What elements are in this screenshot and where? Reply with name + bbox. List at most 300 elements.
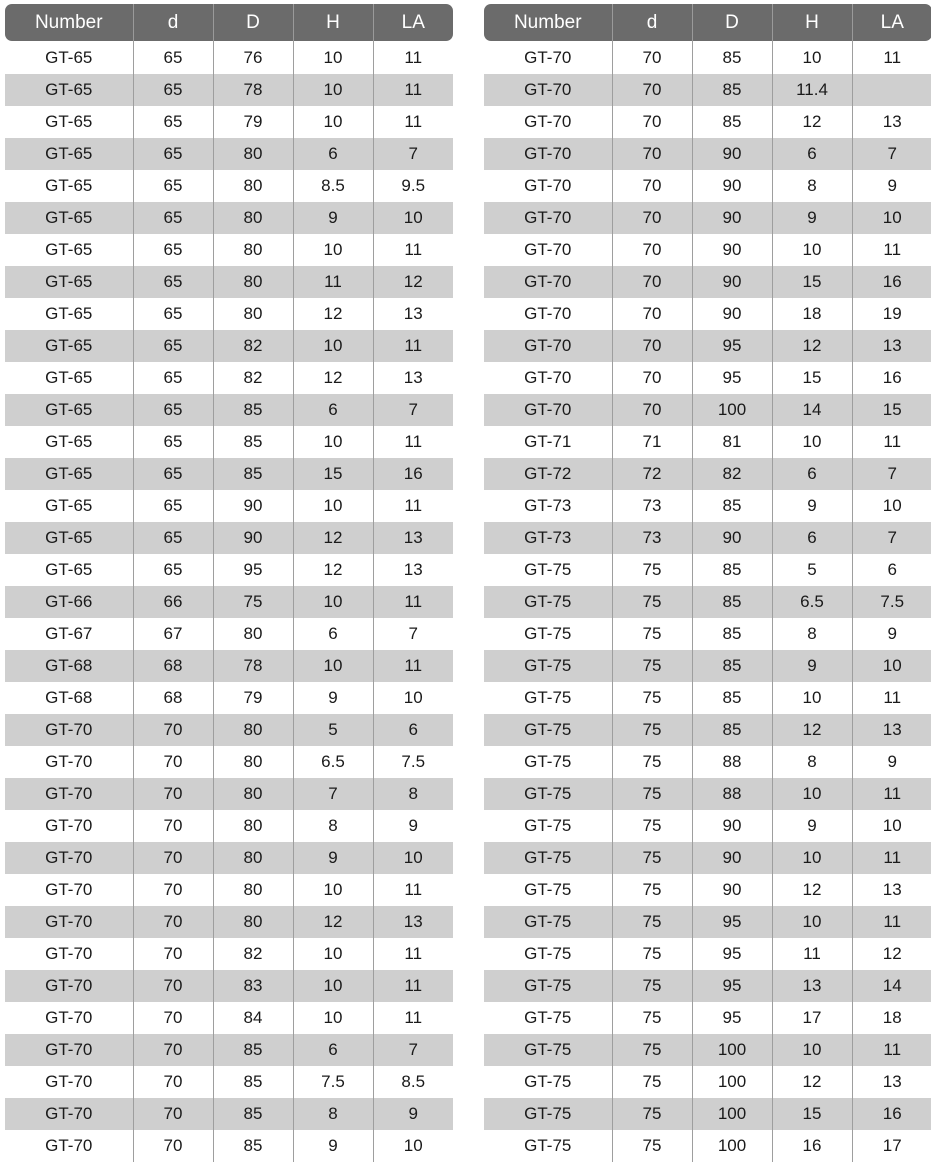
cell-d-outer: 80 xyxy=(213,714,293,746)
cell-la: 13 xyxy=(852,106,931,138)
cell-number: GT-70 xyxy=(524,176,572,195)
cell-d-outer: 95 xyxy=(692,330,772,362)
table-row xyxy=(5,362,453,394)
cell-la: 10 xyxy=(373,682,453,714)
cell-d-outer: 82 xyxy=(213,362,293,394)
cell-d-inner: 70 xyxy=(612,330,692,362)
cell-la: 13 xyxy=(852,874,931,906)
cell-la: 12 xyxy=(373,266,453,298)
cell-h: 12 xyxy=(772,1066,852,1098)
cell-d-outer: 85 xyxy=(213,394,293,426)
cell-la: 14 xyxy=(852,970,931,1002)
cell-h: 10 xyxy=(293,586,373,618)
cell-number: GT-70 xyxy=(484,394,612,426)
cell-h: 10 xyxy=(772,682,852,714)
cell-h: 14 xyxy=(772,394,852,426)
cell-la: 11 xyxy=(373,970,453,1002)
cell-d-outer: 100 xyxy=(692,1130,772,1162)
cell-number: GT-65 xyxy=(45,560,93,579)
cell-d-outer: 85 xyxy=(692,74,772,106)
cell-number: GT-65 xyxy=(45,496,93,515)
cell-h: 10 xyxy=(293,234,373,266)
table-row xyxy=(484,682,931,714)
cell-la xyxy=(852,74,931,106)
table-row xyxy=(5,842,453,874)
table-row xyxy=(5,266,453,298)
cell-d-inner: 65 xyxy=(133,458,213,490)
cell-la: 11 xyxy=(373,330,453,362)
cell-la: 13 xyxy=(373,362,453,394)
cell-d-inner: 70 xyxy=(612,74,692,106)
cell-d-outer: 84 xyxy=(213,1002,293,1034)
cell-la: 7.5 xyxy=(373,746,453,778)
cell-d-inner: 70 xyxy=(612,266,692,298)
cell-d-outer: 90 xyxy=(213,490,293,522)
cell-number: GT-75 xyxy=(484,906,612,938)
cell-d-inner: 75 xyxy=(612,970,692,1002)
cell-d-inner: 70 xyxy=(133,1034,213,1066)
cell-d-outer: 85 xyxy=(692,554,772,586)
cell-la: 10 xyxy=(373,842,453,874)
cell-number: GT-70 xyxy=(484,138,612,170)
cell-la: 10 xyxy=(373,202,453,234)
cell-d-inner: 65 xyxy=(133,394,213,426)
cell-la: 11 xyxy=(852,778,931,810)
cell-number: GT-75 xyxy=(484,1034,612,1066)
cell-d-inner: 75 xyxy=(612,842,692,874)
cell-d-inner: 65 xyxy=(133,41,213,74)
cell-d-inner: 65 xyxy=(133,554,213,586)
cell-d-outer: 100 xyxy=(692,1098,772,1130)
table-row xyxy=(5,106,453,138)
cell-number: GT-65 xyxy=(5,394,133,426)
cell-number: GT-75 xyxy=(524,624,572,643)
cell-number: GT-75 xyxy=(524,944,572,963)
table-row xyxy=(5,970,453,1002)
cell-d-inner: 70 xyxy=(612,106,692,138)
cell-la: 15 xyxy=(852,394,931,426)
header-row xyxy=(484,4,931,41)
cell-number: GT-70 xyxy=(5,842,133,874)
cell-d-outer: 85 xyxy=(692,106,772,138)
cell-la: 13 xyxy=(852,330,931,362)
table-row xyxy=(484,746,931,778)
cell-h: 11 xyxy=(293,266,373,298)
cell-number: GT-68 xyxy=(5,650,133,682)
cell-la: 13 xyxy=(373,522,453,554)
cell-d-outer: 80 xyxy=(213,746,293,778)
table-row xyxy=(5,490,453,522)
cell-h: 6 xyxy=(293,394,373,426)
cell-number: GT-65 xyxy=(5,74,133,106)
cell-d-inner: 70 xyxy=(133,1066,213,1098)
cell-la: 10 xyxy=(373,1130,453,1162)
cell-h: 10 xyxy=(772,234,852,266)
cell-d-outer: 83 xyxy=(213,970,293,1002)
cell-d-inner: 70 xyxy=(133,842,213,874)
cell-la: 9 xyxy=(373,810,453,842)
cell-d-inner: 75 xyxy=(612,1098,692,1130)
table-row xyxy=(5,554,453,586)
table-row xyxy=(484,1034,931,1066)
table-row xyxy=(484,298,931,330)
cell-h: 10 xyxy=(293,938,373,970)
cell-d-inner: 70 xyxy=(133,1130,213,1162)
cell-h: 9 xyxy=(293,1130,373,1162)
cell-number: GT-75 xyxy=(524,1072,572,1091)
cell-d-outer: 100 xyxy=(692,1066,772,1098)
cell-d-outer: 85 xyxy=(213,1130,293,1162)
header-d-outer: D xyxy=(213,4,293,41)
table-row xyxy=(5,938,453,970)
cell-d-outer: 80 xyxy=(213,298,293,330)
cell-d-outer: 85 xyxy=(213,1066,293,1098)
cell-d-outer: 82 xyxy=(692,458,772,490)
cell-number: GT-75 xyxy=(484,842,612,874)
cell-h: 15 xyxy=(772,1098,852,1130)
table-row xyxy=(484,778,931,810)
cell-number: GT-65 xyxy=(5,458,133,490)
cell-d-inner: 65 xyxy=(133,522,213,554)
header-d-outer: D xyxy=(692,4,772,41)
table-row xyxy=(484,74,931,106)
table-row xyxy=(484,106,931,138)
cell-d-outer: 90 xyxy=(692,298,772,330)
table-row xyxy=(5,458,453,490)
cell-d-outer: 80 xyxy=(213,906,293,938)
cell-d-inner: 70 xyxy=(133,970,213,1002)
cell-d-inner: 65 xyxy=(133,74,213,106)
cell-number: GT-70 xyxy=(524,112,572,131)
table-row xyxy=(484,458,931,490)
cell-la: 6 xyxy=(852,554,931,586)
cell-h: 5 xyxy=(772,554,852,586)
table-row xyxy=(5,1098,453,1130)
cell-d-inner: 70 xyxy=(612,170,692,202)
cell-h: 9 xyxy=(772,810,852,842)
cell-d-inner: 70 xyxy=(133,778,213,810)
table-row xyxy=(484,938,931,970)
cell-number: GT-68 xyxy=(45,688,93,707)
cell-number: GT-70 xyxy=(45,816,93,835)
cell-la: 7 xyxy=(373,394,453,426)
cell-d-outer: 90 xyxy=(692,170,772,202)
cell-number: GT-75 xyxy=(484,778,612,810)
cell-d-outer: 100 xyxy=(692,1034,772,1066)
cell-d-outer: 79 xyxy=(213,106,293,138)
cell-la: 10 xyxy=(852,202,931,234)
table-row xyxy=(484,650,931,682)
table-row xyxy=(5,586,453,618)
cell-d-inner: 70 xyxy=(133,810,213,842)
cell-d-inner: 75 xyxy=(612,1130,692,1162)
cell-d-inner: 68 xyxy=(133,682,213,714)
table-row xyxy=(484,394,931,426)
cell-d-inner: 67 xyxy=(133,618,213,650)
table-row xyxy=(484,202,931,234)
cell-number: GT-65 xyxy=(5,522,133,554)
table-row xyxy=(5,778,453,810)
cell-number: GT-75 xyxy=(484,650,612,682)
cell-d-outer: 85 xyxy=(692,682,772,714)
cell-number: GT-75 xyxy=(524,1008,572,1027)
cell-h: 10 xyxy=(772,41,852,74)
cell-d-inner: 70 xyxy=(612,202,692,234)
cell-d-inner: 70 xyxy=(612,41,692,74)
cell-number: GT-65 xyxy=(45,176,93,195)
cell-number: GT-65 xyxy=(5,266,133,298)
cell-la: 9 xyxy=(852,618,931,650)
table-row xyxy=(484,330,931,362)
table-row xyxy=(484,1098,931,1130)
cell-h: 12 xyxy=(293,362,373,394)
cell-d-inner: 75 xyxy=(612,810,692,842)
cell-h: 6 xyxy=(772,522,852,554)
cell-la: 11 xyxy=(373,650,453,682)
cell-d-inner: 75 xyxy=(612,778,692,810)
cell-number: GT-65 xyxy=(5,138,133,170)
cell-la: 11 xyxy=(373,41,453,74)
cell-h: 8 xyxy=(293,810,373,842)
cell-h: 10 xyxy=(293,426,373,458)
cell-la: 13 xyxy=(373,554,453,586)
table-row xyxy=(484,234,931,266)
cell-h: 15 xyxy=(772,362,852,394)
cell-h: 10 xyxy=(293,41,373,74)
cell-d-inner: 65 xyxy=(133,426,213,458)
table-row xyxy=(484,842,931,874)
cell-d-outer: 78 xyxy=(213,650,293,682)
cell-la: 18 xyxy=(852,1002,931,1034)
cell-number: GT-70 xyxy=(45,1072,93,1091)
cell-d-outer: 90 xyxy=(692,810,772,842)
table-row xyxy=(5,810,453,842)
header-la: LA xyxy=(852,4,931,41)
cell-d-inner: 65 xyxy=(133,170,213,202)
cell-number: GT-70 xyxy=(45,880,93,899)
cell-h: 15 xyxy=(772,266,852,298)
cell-la: 12 xyxy=(852,938,931,970)
table-row xyxy=(484,522,931,554)
cell-la: 13 xyxy=(852,714,931,746)
cell-d-outer: 95 xyxy=(692,906,772,938)
cell-d-inner: 75 xyxy=(612,906,692,938)
cell-la: 11 xyxy=(852,234,931,266)
table-row xyxy=(484,1066,931,1098)
cell-d-inner: 75 xyxy=(612,554,692,586)
cell-d-outer: 80 xyxy=(213,170,293,202)
header-number: Number xyxy=(5,4,133,41)
table-row xyxy=(5,906,453,938)
table-row xyxy=(5,234,453,266)
cell-d-outer: 95 xyxy=(692,1002,772,1034)
cell-d-inner: 73 xyxy=(612,490,692,522)
cell-number: GT-75 xyxy=(524,752,572,771)
table-body-right xyxy=(484,41,931,1162)
cell-la: 9 xyxy=(852,170,931,202)
cell-number: GT-65 xyxy=(45,47,93,67)
cell-number: GT-70 xyxy=(484,202,612,234)
cell-d-inner: 75 xyxy=(612,1034,692,1066)
table-row xyxy=(5,1034,453,1066)
table-row xyxy=(5,330,453,362)
cell-la: 9.5 xyxy=(373,170,453,202)
cell-h: 12 xyxy=(293,298,373,330)
cell-h: 13 xyxy=(772,970,852,1002)
table-row xyxy=(5,714,453,746)
table-body-left xyxy=(5,41,453,1162)
cell-la: 11 xyxy=(373,106,453,138)
cell-la: 7 xyxy=(373,618,453,650)
table-row xyxy=(484,554,931,586)
cell-h: 6 xyxy=(772,458,852,490)
cell-h: 9 xyxy=(293,842,373,874)
cell-number: GT-75 xyxy=(524,1136,572,1155)
cell-h: 5 xyxy=(293,714,373,746)
cell-la: 11 xyxy=(852,41,931,74)
cell-d-outer: 80 xyxy=(213,266,293,298)
table-row xyxy=(5,74,453,106)
cell-number: GT-73 xyxy=(484,522,612,554)
cell-number: GT-75 xyxy=(484,714,612,746)
cell-d-inner: 70 xyxy=(612,362,692,394)
header-d-inner: d xyxy=(133,4,213,41)
cell-la: 11 xyxy=(373,874,453,906)
cell-h: 7 xyxy=(293,778,373,810)
cell-d-inner: 70 xyxy=(612,234,692,266)
cell-number: GT-75 xyxy=(484,1098,612,1130)
table-row xyxy=(5,1066,453,1098)
cell-h: 10 xyxy=(772,906,852,938)
cell-h: 11 xyxy=(772,938,852,970)
cell-d-inner: 73 xyxy=(612,522,692,554)
header-la: LA xyxy=(373,4,453,41)
cell-la: 8.5 xyxy=(373,1066,453,1098)
cell-d-outer: 85 xyxy=(213,426,293,458)
cell-number: GT-70 xyxy=(484,74,612,106)
header-h: H xyxy=(293,4,373,41)
cell-number: GT-73 xyxy=(524,496,572,515)
cell-la: 11 xyxy=(852,1034,931,1066)
cell-d-outer: 85 xyxy=(692,490,772,522)
table-row xyxy=(5,682,453,714)
cell-la: 9 xyxy=(373,1098,453,1130)
cell-la: 11 xyxy=(373,426,453,458)
table-row xyxy=(484,618,931,650)
table-row xyxy=(484,426,931,458)
cell-d-inner: 70 xyxy=(133,714,213,746)
cell-d-outer: 80 xyxy=(213,234,293,266)
table-row xyxy=(484,170,931,202)
table-row xyxy=(5,394,453,426)
cell-h: 10 xyxy=(293,1002,373,1034)
header-number: Number xyxy=(484,4,612,41)
cell-h: 10 xyxy=(293,330,373,362)
cell-la: 10 xyxy=(852,810,931,842)
cell-h: 10 xyxy=(293,650,373,682)
cell-la: 6 xyxy=(373,714,453,746)
cell-la: 11 xyxy=(373,586,453,618)
cell-d-outer: 85 xyxy=(692,714,772,746)
cell-number: GT-72 xyxy=(484,458,612,490)
cell-d-outer: 85 xyxy=(692,586,772,618)
cell-d-inner: 75 xyxy=(612,1002,692,1034)
cell-number: GT-70 xyxy=(45,1008,93,1027)
table-row xyxy=(5,138,453,170)
cell-d-outer: 100 xyxy=(692,394,772,426)
cell-h: 8.5 xyxy=(293,170,373,202)
cell-la: 7 xyxy=(852,458,931,490)
cell-la: 13 xyxy=(373,298,453,330)
cell-h: 8 xyxy=(293,1098,373,1130)
cell-la: 11 xyxy=(852,426,931,458)
cell-d-inner: 65 xyxy=(133,138,213,170)
cell-la: 7 xyxy=(852,522,931,554)
cell-d-inner: 72 xyxy=(612,458,692,490)
cell-number: GT-66 xyxy=(5,586,133,618)
cell-d-outer: 85 xyxy=(213,1034,293,1066)
cell-h: 12 xyxy=(772,330,852,362)
cell-la: 10 xyxy=(852,650,931,682)
cell-d-outer: 75 xyxy=(213,586,293,618)
cell-la: 11 xyxy=(852,682,931,714)
cell-h: 6 xyxy=(293,1034,373,1066)
table-row xyxy=(484,490,931,522)
cell-d-outer: 85 xyxy=(213,1098,293,1130)
cell-d-inner: 70 xyxy=(133,746,213,778)
cell-d-outer: 95 xyxy=(213,554,293,586)
cell-d-outer: 80 xyxy=(213,810,293,842)
cell-number: GT-65 xyxy=(5,330,133,362)
table-row xyxy=(5,202,453,234)
cell-la: 7 xyxy=(852,138,931,170)
cell-d-outer: 85 xyxy=(692,618,772,650)
cell-d-outer: 85 xyxy=(692,650,772,682)
table-row xyxy=(5,874,453,906)
table-row xyxy=(5,522,453,554)
cell-d-inner: 65 xyxy=(133,202,213,234)
cell-la: 9 xyxy=(852,746,931,778)
cell-h: 12 xyxy=(293,906,373,938)
cell-d-outer: 90 xyxy=(692,842,772,874)
cell-d-inner: 65 xyxy=(133,330,213,362)
cell-number: GT-65 xyxy=(5,202,133,234)
cell-h: 10 xyxy=(293,970,373,1002)
cell-d-inner: 75 xyxy=(612,650,692,682)
cell-d-outer: 81 xyxy=(692,426,772,458)
cell-d-inner: 75 xyxy=(612,714,692,746)
cell-number: GT-70 xyxy=(484,330,612,362)
cell-number: GT-70 xyxy=(45,944,93,963)
cell-la: 10 xyxy=(852,490,931,522)
cell-d-inner: 65 xyxy=(133,362,213,394)
cell-h: 8 xyxy=(772,746,852,778)
cell-d-outer: 82 xyxy=(213,330,293,362)
size-table-right xyxy=(484,4,931,1162)
cell-d-outer: 78 xyxy=(213,74,293,106)
cell-d-outer: 95 xyxy=(692,938,772,970)
cell-la: 11 xyxy=(852,842,931,874)
cell-d-outer: 85 xyxy=(692,41,772,74)
cell-h: 12 xyxy=(293,522,373,554)
table-row xyxy=(5,650,453,682)
cell-d-inner: 75 xyxy=(612,682,692,714)
cell-la: 11 xyxy=(373,938,453,970)
cell-number: GT-75 xyxy=(524,816,572,835)
table-row xyxy=(484,1002,931,1034)
cell-d-outer: 90 xyxy=(692,874,772,906)
cell-d-outer: 82 xyxy=(213,938,293,970)
